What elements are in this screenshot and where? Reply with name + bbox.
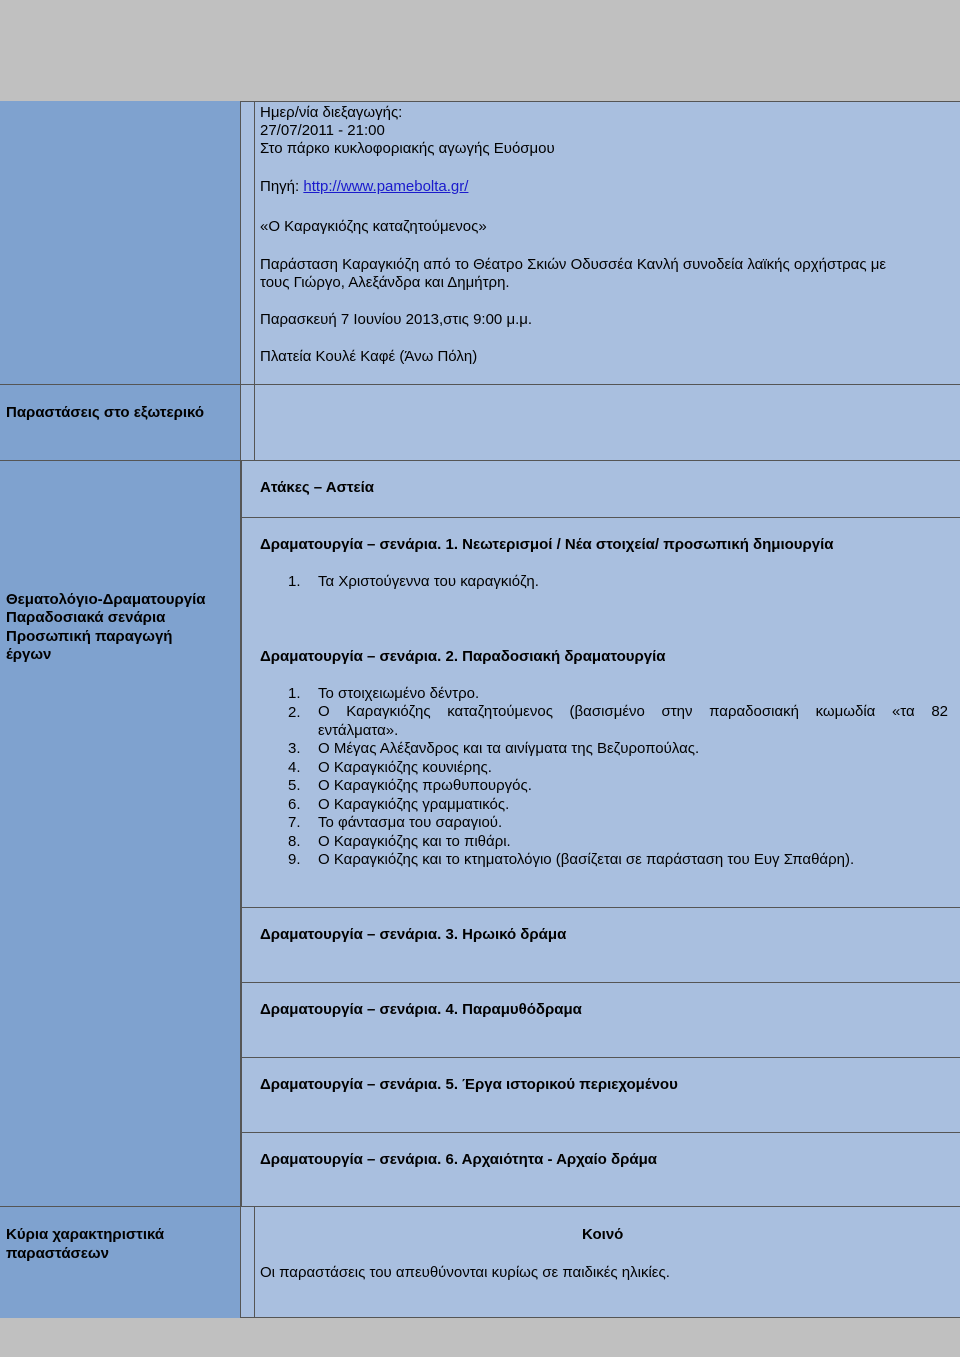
label-column	[0, 101, 241, 1318]
date-label: Ημερ/νία διεξαγωγής:	[260, 104, 403, 121]
scenario-6-heading: Δραματουργία – σενάρια. 6. Αρχαιότητα - Αρχαίο δράμα	[260, 1151, 657, 1168]
event-when: Παρασκευή 7 Ιουνίου 2013,στις 9:00 μ.μ.	[260, 311, 533, 328]
row-border	[0, 460, 960, 461]
atakes-heading: Ατάκες – Αστεία	[260, 479, 375, 496]
main-label-line2: παραστάσεων	[6, 1245, 109, 1262]
list-number: 2.	[288, 704, 301, 721]
list-number: 9.	[288, 851, 301, 868]
list-item: Το στοιχειωμένο δέντρο.	[318, 685, 480, 702]
date-value: 27/07/2011 - 21:00	[260, 122, 385, 139]
list-item-continuation: εντάλματα».	[318, 722, 399, 739]
list-item: Ο Καραγκιόζης γραμματικός.	[318, 796, 510, 813]
event-description-line1: Παράσταση Καραγκιόζη από το Θέατρο Σκιών Οδυσσέα Κανλή συνοδεία λαϊκής ορχήστρας με	[260, 256, 887, 273]
theme-label-line2: Παραδοσιακά σενάρια	[6, 609, 166, 626]
event-description-line2: τους Γιώργο, Αλεξάνδρα και Δημήτρη.	[260, 274, 510, 291]
theme-label-line4: έργων	[6, 646, 52, 663]
list-item: Ο Καραγκιόζης καταζητούμενος (βασισμένο στην παραδοσιακή κωμωδία «τα 82	[318, 703, 948, 720]
list-number: 3.	[288, 740, 301, 757]
list-item: Ο Καραγκιόζης και το κτηματολόγιο (βασίζεται σε παράσταση του Ευγ Σπαθάρη).	[318, 851, 855, 868]
scenario-2-heading: Δραματουργία – σενάρια. 2. Παραδοσιακή δραματουργία	[260, 648, 666, 665]
list-number: 1.	[288, 573, 301, 590]
event-title: «Ο Καραγκιόζης καταζητούμενος»	[260, 218, 487, 235]
main-label-line1: Κύρια χαρακτηριστικά	[6, 1226, 165, 1243]
scenario-3-heading: Δραματουργία – σενάρια. 3. Ηρωικό δράμα	[260, 926, 567, 943]
list-item: Ο Καραγκιόζης και το πιθάρι.	[318, 833, 511, 850]
list-number: 7.	[288, 814, 301, 831]
source-label: Πηγή:	[260, 178, 304, 195]
row-border	[241, 982, 960, 983]
list-item: Ο Καραγκιόζης κουνιέρης.	[318, 759, 492, 776]
source-line	[260, 178, 468, 196]
list-item: Ο Καραγκιόζης πρωθυπουργός.	[318, 777, 532, 794]
list-number: 8.	[288, 833, 301, 850]
list-item: Ο Μέγας Αλέξανδρος και τα αινίγματα της Βεζυροπούλας.	[318, 740, 700, 757]
source-link[interactable]: http://www.pamebolta.gr/	[303, 178, 469, 195]
cell-border	[254, 1206, 255, 1318]
row-border	[241, 1057, 960, 1058]
row-border	[0, 1206, 960, 1207]
cell-border	[254, 101, 255, 384]
location-text: Στο πάρκο κυκλοφοριακής αγωγής Ευόσμου	[260, 140, 555, 157]
list-number: 6.	[288, 796, 301, 813]
theme-label-line3: Προσωπική παραγωγή	[6, 628, 173, 645]
cell-border	[254, 384, 255, 460]
list-item: Τα Χριστούγεννα του καραγκιόζη.	[318, 573, 539, 590]
scenario-4-heading: Δραματουργία – σενάρια. 4. Παραμυθόδραμα	[260, 1001, 582, 1018]
row-border	[0, 384, 960, 385]
audience-text: Οι παραστάσεις του απευθύνονται κυρίως σε παιδικές ηλικίες.	[260, 1264, 670, 1281]
scenario-5-heading: Δραματουργία – σενάρια. 5. Έργα ιστορικού περιεχομένου	[260, 1076, 678, 1093]
row-border	[241, 517, 960, 518]
abroad-label: Παραστάσεις στο εξωτερικό	[6, 404, 205, 421]
cell-border	[241, 460, 242, 1206]
row-border	[241, 907, 960, 908]
list-number: 4.	[288, 759, 301, 776]
list-item: Το φάντασμα του σαραγιού.	[318, 814, 503, 831]
list-number: 5.	[288, 777, 301, 794]
event-where: Πλατεία Κουλέ Καφέ (Άνω Πόλη)	[260, 348, 478, 365]
scenario-1-heading: Δραματουργία – σενάρια. 1. Νεωτερισμοί / Νέα στοιχεία/ προσωπική δημιουργία	[260, 536, 834, 553]
theme-label-line1: Θεματολόγιο-Δραματουργία	[6, 591, 206, 608]
audience-heading: Κοινό	[582, 1226, 624, 1243]
list-number: 1.	[288, 685, 301, 702]
row-border	[241, 1132, 960, 1133]
